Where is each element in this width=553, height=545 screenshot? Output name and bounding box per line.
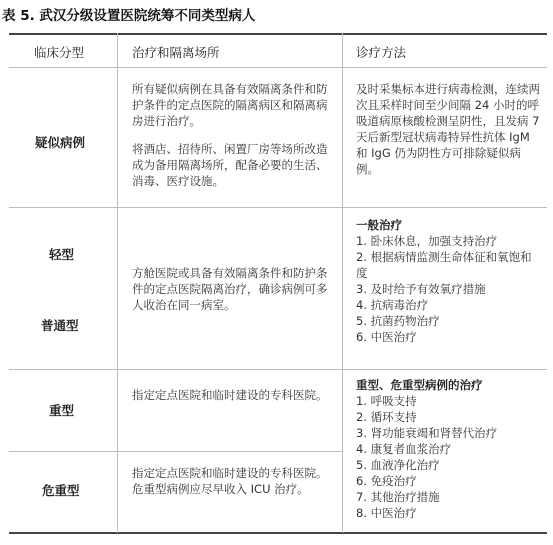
- category-severe: 重型: [49, 403, 75, 418]
- list-item: 1. 卧床休息，加强支持治疗: [356, 234, 498, 248]
- list-item: 5. 血液净化治疗: [356, 458, 440, 472]
- method-severe-critical: [356, 377, 541, 521]
- mild-row-bottom-rule: [9, 369, 547, 370]
- list-item: 5. 抗菌药物治疗: [356, 314, 440, 328]
- severe-row-bottom-rule: [9, 451, 342, 452]
- category-common: 普通型: [41, 318, 79, 333]
- place-severe: 指定定点医院和临时建设的专科医院。: [132, 388, 328, 402]
- list-item: 4. 康复者血浆治疗: [356, 442, 452, 456]
- list-item: 6. 免疫治疗: [356, 474, 417, 488]
- header-bottom-rule: [9, 67, 547, 68]
- table-bottom-rule: [9, 532, 547, 534]
- method-severe-list: [356, 393, 541, 521]
- list-item: 4. 抗病毒治疗: [356, 298, 429, 312]
- suspected-row-bottom-rule: [9, 207, 547, 208]
- list-item: 3. 肾功能衰竭和肾替代治疗: [356, 426, 498, 440]
- category-critical: 危重型: [42, 483, 80, 498]
- table-title: 表 5. 武汉分级设置医院统筹不同类型病人: [2, 8, 256, 24]
- column-divider-1: [117, 33, 118, 533]
- place-mild-common: 方舱医院或具备有效隔离条件和防护条件的定点医院隔离治疗，确诊病例可多人收治在同一病室。: [132, 266, 328, 312]
- place-critical: 指定定点医院和临时建设的专科医院。危重型病例应尽早收入 ICU 治疗。: [132, 466, 328, 496]
- header-place: 治疗和隔离场所: [132, 45, 220, 60]
- table-top-rule: [9, 33, 547, 35]
- list-item: 1. 呼吸支持: [356, 394, 417, 408]
- method-general-list: [356, 233, 541, 345]
- place-suspected-p2: 将酒店、招待所、闲置厂房等场所改造成为备用隔离场所，配备必要的生活、消毒、医疗设施。: [132, 142, 328, 188]
- list-item: 8. 中医治疗: [356, 506, 417, 520]
- list-item: 2. 循环支持: [356, 410, 417, 424]
- method-general-title: 一般治疗: [356, 218, 402, 232]
- list-item: 2. 根据病情监测生命体征和氧饱和度: [356, 250, 532, 280]
- hospital-table: [9, 33, 547, 533]
- method-suspected: 及时采集标本进行病毒检测，连续两次且采样时间至少间隔 24 小时的呼吸道病原核酸检测呈阴性，且发病 7 天后新型冠状病毒特异性抗体 IgM 和 IgG 仍为阴性方可排除疑似病例。: [356, 82, 540, 176]
- category-mild: 轻型: [49, 247, 75, 262]
- list-item: 3. 及时给予有效氧疗措施: [356, 282, 486, 296]
- list-item: 6. 中医治疗: [356, 330, 417, 344]
- method-general: [356, 217, 541, 345]
- place-suspected: [132, 81, 332, 201]
- place-suspected-p1: 所有疑似病例在具备有效隔离条件和防护条件的定点医院的隔离病区和隔离病房进行治疗。: [132, 82, 328, 128]
- column-divider-2: [342, 33, 343, 533]
- header-method: 诊疗方法: [356, 45, 407, 60]
- list-item: 7. 其他治疗措施: [356, 490, 440, 504]
- method-severe-title: 重型、危重型病例的治疗: [356, 378, 483, 392]
- header-category: 临床分型: [34, 45, 85, 60]
- category-suspected: 疑似病例: [35, 135, 86, 150]
